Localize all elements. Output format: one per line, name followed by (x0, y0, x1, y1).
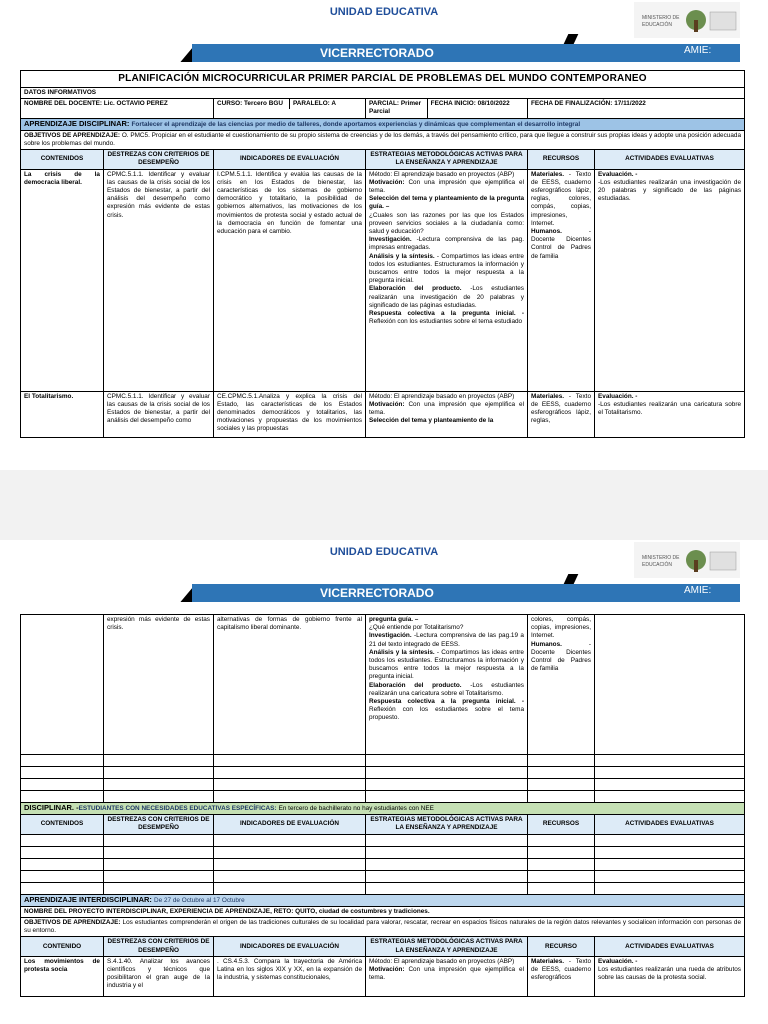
col-actividades: ACTIVIDADES EVALUATIVAS (595, 937, 745, 956)
col-contenidos: CONTENIDOS (21, 815, 104, 834)
empty-row (21, 882, 745, 894)
nee-value: En tercero de bachillerato no hay estudiantes con NEE (278, 805, 434, 812)
school-name: UNIDAD EDUCATIVA (329, 546, 439, 558)
actividades-cell: Evaluación. - Los estudiantes realizarán una rueda de atributos sobre las causas de la protesta social. (595, 956, 745, 996)
vicerrectorado-bar (192, 584, 740, 602)
estrategias-cell: Método: El aprendizaje basado en proyectos (ABP) Motivación: Con una impresión que ejemplifica el tema. Selección del tema y planteamiento de la (366, 391, 528, 437)
page-2 (0, 540, 768, 1024)
destreza-cell: expresión más evidente de estas crisis. (104, 615, 214, 755)
col-recursos: RECURSOS (528, 150, 595, 169)
col-estrategias: ESTRATEGIAS METODOLÓGICAS ACTIVAS PARA LA ENSEÑANZA Y APRENDIZAJE (366, 937, 528, 956)
actividades-cell: Evaluación. - -Los estudiantes realizarán una investigación de 20 palabras y significado de las páginas estudiadas. (595, 169, 745, 391)
estrategias-cell: pregunta guía. – ¿Qué entiende por Totalitarismo? Investigación. -Lectura comprensiva de las pag.19 a 21 del texto integrado de EESS. Análisis y la síntesis. - Compartimos las ideas entre todos los estudiantes. Estructuramos la información y buscamos entre todos la mejor respuesta a la pregunta inicial. Elaboración del producto. -Los estudiantes realizarán una caricatura sobre el Totalitarismo. Respuesta colectiva a la pregunta inicial. - Reflexión con los estudiantes sobre el tema propuesto. (366, 615, 528, 755)
empty-row (21, 870, 745, 882)
aprendizaje-label: APRENDIZAJE DISCIPLINAR: (24, 118, 130, 128)
contenido-cell: La crisis de la democracia liberal. (21, 169, 104, 391)
objetivos-text: Los estudiantes comprenderán el origen de las tradiciones culturales de su localidad para valorar, rescatar, recrear en espacios físicos naturales de la región datos relevantes y socialicen información con personas de su entorno. (24, 919, 741, 935)
objetivos-text: O. PMC5. Propiciar en el estudiante el cuestionamiento de su propio sistema de creencias y de los demás, a través del pensamiento crítico, para que llegue a construir sus propias ideas y adopte una posición adecuada sobre los problemas del mundo. (24, 131, 742, 148)
amie-label: AMIE: (684, 45, 712, 56)
aprendizaje-text: Fortalecer el aprendizaje de las ciencias por medio de talleres, donde aportamos experiencias y dinámicas que complementan el desarrollo integral (131, 120, 581, 128)
svg-text:EDUCACIÓN: EDUCACIÓN (642, 22, 673, 28)
paralelo-field: PARALELO: A (293, 100, 336, 108)
header-slant-accent (564, 34, 579, 44)
col-contenidos: CONTENIDOS (21, 150, 104, 169)
empty-row (21, 791, 745, 803)
school-name: UNIDAD EDUCATIVA (329, 6, 439, 18)
col-contenido: CONTENIDO (21, 937, 104, 956)
col-destrezas: DESTREZAS CON CRITERIOS DE DESEMPEÑO (104, 815, 214, 834)
empty-row (21, 834, 745, 846)
empty-row (21, 858, 745, 870)
objetivos-row (21, 918, 745, 937)
parcial-field: PARCIAL: Primer Parcial (366, 99, 427, 117)
table-row (21, 615, 745, 755)
empty-row (21, 755, 745, 767)
interdisciplinar-band (21, 894, 745, 906)
svg-text:EDUCACIÓN: EDUCACIÓN (642, 562, 673, 568)
inter-label: APRENDIZAJE INTERDISCIPLINAR: (24, 894, 152, 904)
fecha-fin-field: FECHA DE FINALIZACIÓN: 17/11/2022 (528, 99, 745, 118)
recursos-cell: colores, compás, copias, impresiones, Internet. Humanos. - Docente Dicentes Control de Padres de familia (528, 615, 595, 755)
indicador-cell: . CS.4.5.3. Compara la trayectoria de América Latina en los siglos XIX y XX, en la expansión de la industria, y sistemas constitucionales, (214, 956, 366, 996)
recursos-cell: Materiales. - Texto de EESS, cuaderno esferográficos (528, 956, 595, 996)
vicerrectorado-bar (192, 44, 740, 62)
ministry-logo-icon (634, 2, 740, 38)
indicador-cell: CE.CPMC.5.1.Analiza y explica la crisis del Estado, las características de los Estados denominados democráticos y totalitarios, las motivaciones y propuestas de los movimientos sociales y las propuestas (214, 391, 366, 437)
empty-row (21, 846, 745, 858)
recursos-cell: Materiales. - Texto de EESS, cuaderno esferográficos lápiz, reglas, colores, compás, copias, impresiones, Internet. Humanos. - Docente Dicentes Control de Padres de familia (528, 169, 595, 391)
col-recursos: RECURSOS (528, 815, 595, 834)
vicerrectorado-title: VICERRECTORADO (320, 586, 434, 600)
destreza-cell: CPMC.5.1.1. Identificar y evaluar las causas de la crisis social de los Estados de bienestar, a partir del análisis del desempeño como expresión más evidente de estas crisis. (104, 169, 214, 391)
proyecto-row: NOMBRE DEL PROYECTO INTERDISCIPLINAR, EXPERIENCIA DE APRENDIZAJE, RETO: QUITO, ciudad de costumbres y tradiciones. (21, 906, 745, 917)
vicerrectorado-title: VICERRECTORADO (320, 46, 434, 60)
col-indicadores: INDICADORES DE EVALUACIÓN (214, 815, 366, 834)
col-destrezas: DESTREZAS CON CRITERIOS DE DESEMPEÑO (104, 150, 214, 169)
docente-name: NOMBRE DEL DOCENTE: Lic. OCTAVIO PEREZ (21, 99, 214, 118)
svg-text:MINISTERIO DE: MINISTERIO DE (642, 555, 680, 561)
fecha-inicio-field: FECHA INICIO: 08/10/2022 (430, 100, 510, 108)
col-indicadores: INDICADORES DE EVALUACIÓN (214, 937, 366, 956)
header-slant-accent (564, 574, 579, 584)
page-gap (0, 470, 768, 540)
col-actividades: ACTIVIDADES EVALUATIVAS (595, 150, 745, 169)
table-row (21, 391, 745, 437)
col-actividades: ACTIVIDADES EVALUATIVAS (595, 815, 745, 834)
col-recurso: RECURSO (528, 937, 595, 956)
actividades-cell: Evaluación. - -Los estudiantes realizarán una caricatura sobre el Totalitarismo. (595, 391, 745, 437)
table-row (21, 169, 745, 391)
empty-row (21, 779, 745, 791)
contenido-cell: El Totalitarismo. (21, 391, 104, 437)
planning-table-1 (20, 70, 745, 438)
objetivos-row (21, 130, 745, 149)
inter-dates: De 27 de Octubre al 17 Octubre (154, 896, 245, 904)
col-estrategias: ESTRATEGIAS METODOLÓGICAS ACTIVAS PARA LA ENSEÑANZA Y APRENDIZAJE (366, 815, 528, 834)
col-destrezas: DESTREZAS CON CRITERIOS DE DESEMPEÑO (104, 937, 214, 956)
contenido-cell: Los movimientos de protesta socia (21, 956, 104, 996)
destreza-cell: CPMC.5.1.1. Identificar y evaluar las causas de la crisis social de los Estados de bienestar, a partir del análisis del desempeño como (104, 391, 214, 437)
datos-informativos: DATOS INFORMATIVOS (21, 88, 745, 99)
empty-row (21, 767, 745, 779)
planning-table-2 (20, 614, 745, 997)
objetivos-label: OBJETIVOS DE APRENDIZAJE: (24, 131, 121, 139)
amie-label: AMIE: (684, 585, 712, 596)
ministry-logo-icon (634, 542, 740, 578)
recursos-cell: Materiales. - Texto de EESS, cuaderno esferográficos lápiz, reglas, (528, 391, 595, 437)
nee-text: ESTUDIANTES CON NECESIDADES EDUCATIVAS ESPECÍFICAS: (78, 805, 277, 812)
svg-text:MINISTERIO DE: MINISTERIO DE (642, 15, 680, 21)
nee-label: DISCIPLINAR. - (24, 803, 79, 812)
page-1 (0, 0, 768, 470)
destreza-cell: S.4.1.40. Analizar los avances científicos y técnicos que posibilitaron el gran auge de la industria y el (104, 956, 214, 996)
indicador-cell: I.CPM.5.1.1. Identifica y evalúa las causas de la crisis en los Estados de bienestar, las características de los sistemas de gobierno democrático y totalitario, la posibilidad de gobiernos alternativos, las motivaciones de los movimientos de protesta social y estado actual de la democracia en función de fomentar una educación para el cambio. (214, 169, 366, 391)
aprendizaje-disciplinar-band (21, 118, 745, 130)
estrategias-cell: Método: El aprendizaje basado en proyectos (ABP) Motivación: Con una impresión que ejemplifica el tema. Selección del tema y planteamiento de la pregunta guía. – ¿Cuales son las razones por las que los Estados proveen servicios sociales a la ciudadanía como: salud y educación? Investigación. -Lectura comprensiva de las pag. impresas entregadas. Análisis y la síntesis. - Compartimos las ideas entre todos los estudiantes. Estructuramos la información y buscamos entre todos la mejor respuesta a la pregunta inicial. Elaboración del producto. -Los estudiantes realizarán una investigación de 20 palabras y significado de las páginas estudiadas. Respuesta colectiva a la pregunta inicial. - Reflexión con los estudiantes sobre el tema estudiado (366, 169, 528, 391)
indicador-cell: alternativas de formas de gobierno frente al capitalismo liberal dominante. (214, 615, 366, 755)
estrategias-cell: Método: El aprendizaje basado en proyectos (ABP) Motivación: Con una impresión que ejemplifica el tema. (366, 956, 528, 996)
table-row (21, 956, 745, 996)
col-estrategias: ESTRATEGIAS METODOLÓGICAS ACTIVAS PARA LA ENSEÑANZA Y APRENDIZAJE (366, 150, 528, 169)
curso-field: CURSO: Tercero BGU (214, 99, 290, 109)
objetivos-label: OBJETIVOS DE APRENDIZAJE: (24, 919, 121, 927)
col-indicadores: INDICADORES DE EVALUACIÓN (214, 150, 366, 169)
nee-band (21, 803, 745, 815)
document-title: PLANIFICACIÓN MICROCURRICULAR PRIMER PARCIAL DE PROBLEMAS DEL MUNDO CONTEMPORANEO (21, 71, 745, 88)
